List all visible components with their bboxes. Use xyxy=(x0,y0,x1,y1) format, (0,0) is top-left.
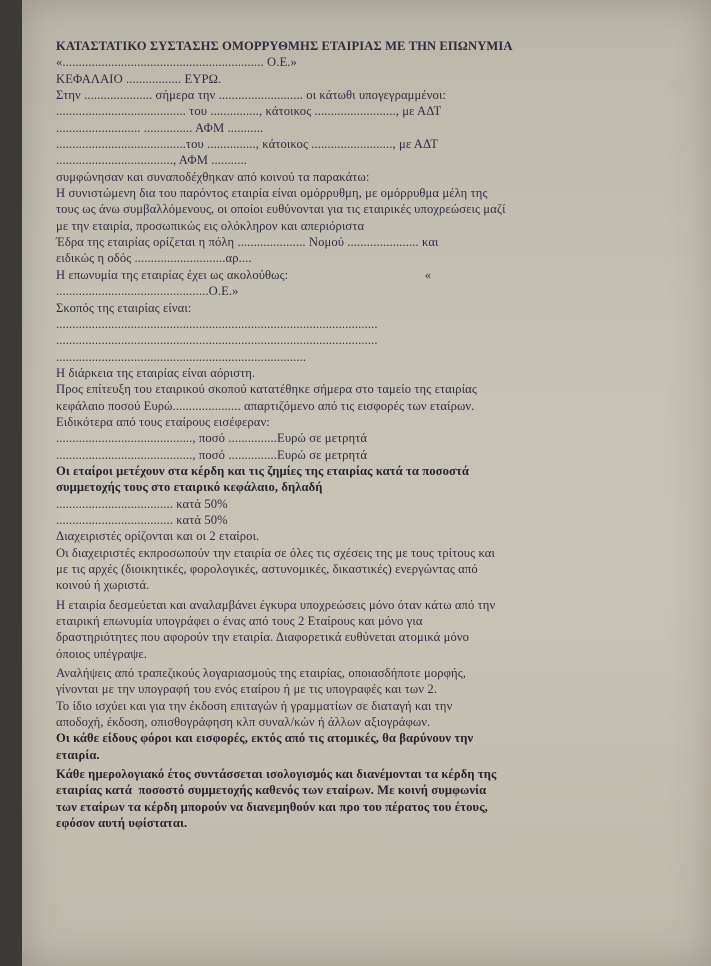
document-title: ΚΑΤΑΣΤΑΤΙΚΟ ΣΥΣΤΑΣΗΣ ΟΜΟΡΡΥΘΜΗΣ ΕΤΑΙΡΙΑΣ ΜΕ ΤΗΝ ΕΠΩΝΥΜΙΑ xyxy=(56,39,513,53)
withdrawals-line-2: γίνονται με την υπογραφή του ενός εταίρου ή με τις υπογραφές και των 2. xyxy=(56,682,437,697)
purpose-blank-line-3: ............................................................................. xyxy=(56,349,307,364)
article-type-line-2: τους ως άνω συμβαλλόμενους, οι οποίοι ευθύνονται για τις εταιρικές υποχρεώσεις μαζί xyxy=(56,202,506,217)
obligations-line-3: δραστηριότητες που αφορούν την εταιρία. Διαφορετικά ευθύνεται ατομικά μόνο xyxy=(56,630,470,645)
article-capital-line-1: Προς επίτευξη του εταιρικού σκοπού κατατέθηκε σήμερα στο ταμείο της εταιρίας xyxy=(56,382,477,397)
partner-2-line-b: ...................................., ΑΦΜ ........... xyxy=(56,153,248,168)
article-duration-line: Η διάρκεια της εταιρίας είναι αόριστη. xyxy=(56,365,256,380)
company-name-line: «.............................................................. Ο.Ε.» xyxy=(56,55,297,70)
profit-share-line-2: συμμετοχής τους στο εταιρικό κεφάλαιο, δηλαδή xyxy=(56,480,323,495)
contribution-line-1: .........................................., ποσό ...............Ευρώ σε μετρητά xyxy=(56,431,368,446)
cheques-line-1: Το ίδιο ισχύει και για την έκδοση επιταγών ή γραμματίων σε διαταγή και την xyxy=(56,698,453,713)
taxes-line-1: Οι κάθε είδους φόροι και εισφορές, εκτός από τις ατομικές, θα βαρύνουν την xyxy=(56,731,474,746)
share-line-1: .................................... κατά 50% xyxy=(56,496,228,511)
partner-2-line-a: ........................................του ..............., κάτοικος ........................., με ΑΔΤ xyxy=(56,137,439,152)
document-page xyxy=(22,0,711,966)
contributions-heading: Ειδικότερα από τους εταίρους εισέφεραν: xyxy=(56,414,270,429)
balance-line-3: των εταίρων τα κέρδη μπορούν να διανεμηθούν και προ του πέρατος του έτους, xyxy=(56,799,488,814)
article-purpose-heading: Σκοπός της εταιρίας είναι: xyxy=(56,300,192,315)
representation-line-3: κοινού ή χωριστά. xyxy=(56,578,150,593)
contribution-line-2: .........................................., ποσό ...............Ευρώ σε μετρητά xyxy=(56,447,368,462)
balance-line-2: εταιρίας κατά ποσοστό συμμετοχής καθενός των εταίρων. Με κοινή συμφωνία xyxy=(56,783,487,798)
withdrawals-line-1: Αναλήψεις από τραπεζικούς λογαριασμούς της εταιρίας, οποιασδήποτε μορφής, xyxy=(56,666,467,681)
cheques-line-2: αποδοχή, έκδοση, οπισθογράφηση κλπ συναλ/κών ή άλλων αξιογράφων. xyxy=(56,715,431,730)
article-name-line-2: ...............................................Ο.Ε.» xyxy=(56,284,239,299)
article-seat-line-2: ειδικώς η οδός ............................αρ.... xyxy=(56,251,252,266)
partner-1-line-a: ........................................ του ..............., κάτοικος ........................., με ΑΔΤ xyxy=(56,104,442,119)
preamble-line: Στην ..................... σήμερα την .......................... οι κάτωθι υπογεγραμμένοι: xyxy=(56,88,447,103)
article-type-line-3: με την εταιρία, προσωπικώς εις ολόκληρον και απεριόριστα xyxy=(56,218,365,233)
profit-share-line-1: Οι εταίροι μετέχουν στα κέρδη και τις ζημίες της εταιρίας κατά τα ποσοστά xyxy=(56,463,469,478)
agreement-line: συμφώνησαν και συναποδέχθηκαν από κοινού τα παρακάτω: xyxy=(56,169,370,184)
document-body xyxy=(56,38,686,832)
taxes-line-2: εταιρία. xyxy=(56,747,100,762)
article-seat-line-1: Έδρα της εταιρίας ορίζεται η πόλη ..................... Νομού ...................... και xyxy=(56,235,439,250)
capital-line: ΚΕΦΑΛΑΙΟ ................. ΕΥΡΩ. xyxy=(56,71,222,86)
article-type-line-1: Η συνιστώμενη δια του παρόντος εταιρία είναι ομόρρυθμη, με ομόρρυθμα μέλη της xyxy=(56,186,488,201)
article-name-line-1: Η επωνυμία της εταιρίας έχει ως ακολούθως: « xyxy=(56,267,432,282)
managers-line: Διαχειριστές ορίζονται και οι 2 εταίροι. xyxy=(56,529,260,544)
purpose-blank-line-1: ................................................................................................... xyxy=(56,316,378,331)
balance-line-4: εφόσον αυτή υφίσταται. xyxy=(56,816,188,831)
obligations-line-1: Η εταιρία δεσμεύεται και αναλαμβάνει έγκυρα υποχρεώσεις μόνο όταν κάτω από την xyxy=(56,597,496,612)
obligations-line-4: όποιος υπέγραψε. xyxy=(56,646,148,661)
article-capital-line-2: κεφάλαιο ποσού Ευρώ..................... απαρτιζόμενο από τις εισφορές των εταίρων. xyxy=(56,398,475,413)
representation-line-1: Οι διαχειριστές εκπροσωπούν την εταιρία σε όλες τις σχέσεις της με τους τρίτους και xyxy=(56,545,495,560)
balance-line-1: Κάθε ημερολογιακό έτος συντάσσεται ισολογισμός και διανέμονται τα κέρδη της xyxy=(56,767,497,782)
share-line-2: .................................... κατά 50% xyxy=(56,512,228,527)
purpose-blank-line-2: ................................................................................................... xyxy=(56,333,378,348)
obligations-line-2: εταιρική επωνυμία υπογράφει ο ένας από τους 2 Εταίρους και μόνο για xyxy=(56,614,423,629)
partner-1-line-b: .......................... ............... ΑΦΜ ........... xyxy=(56,120,264,135)
representation-line-2: με τις αρχές (διοικητικές, φορολογικές, αστυνομικές, δικαστικές) ενεργώντας από xyxy=(56,562,478,576)
